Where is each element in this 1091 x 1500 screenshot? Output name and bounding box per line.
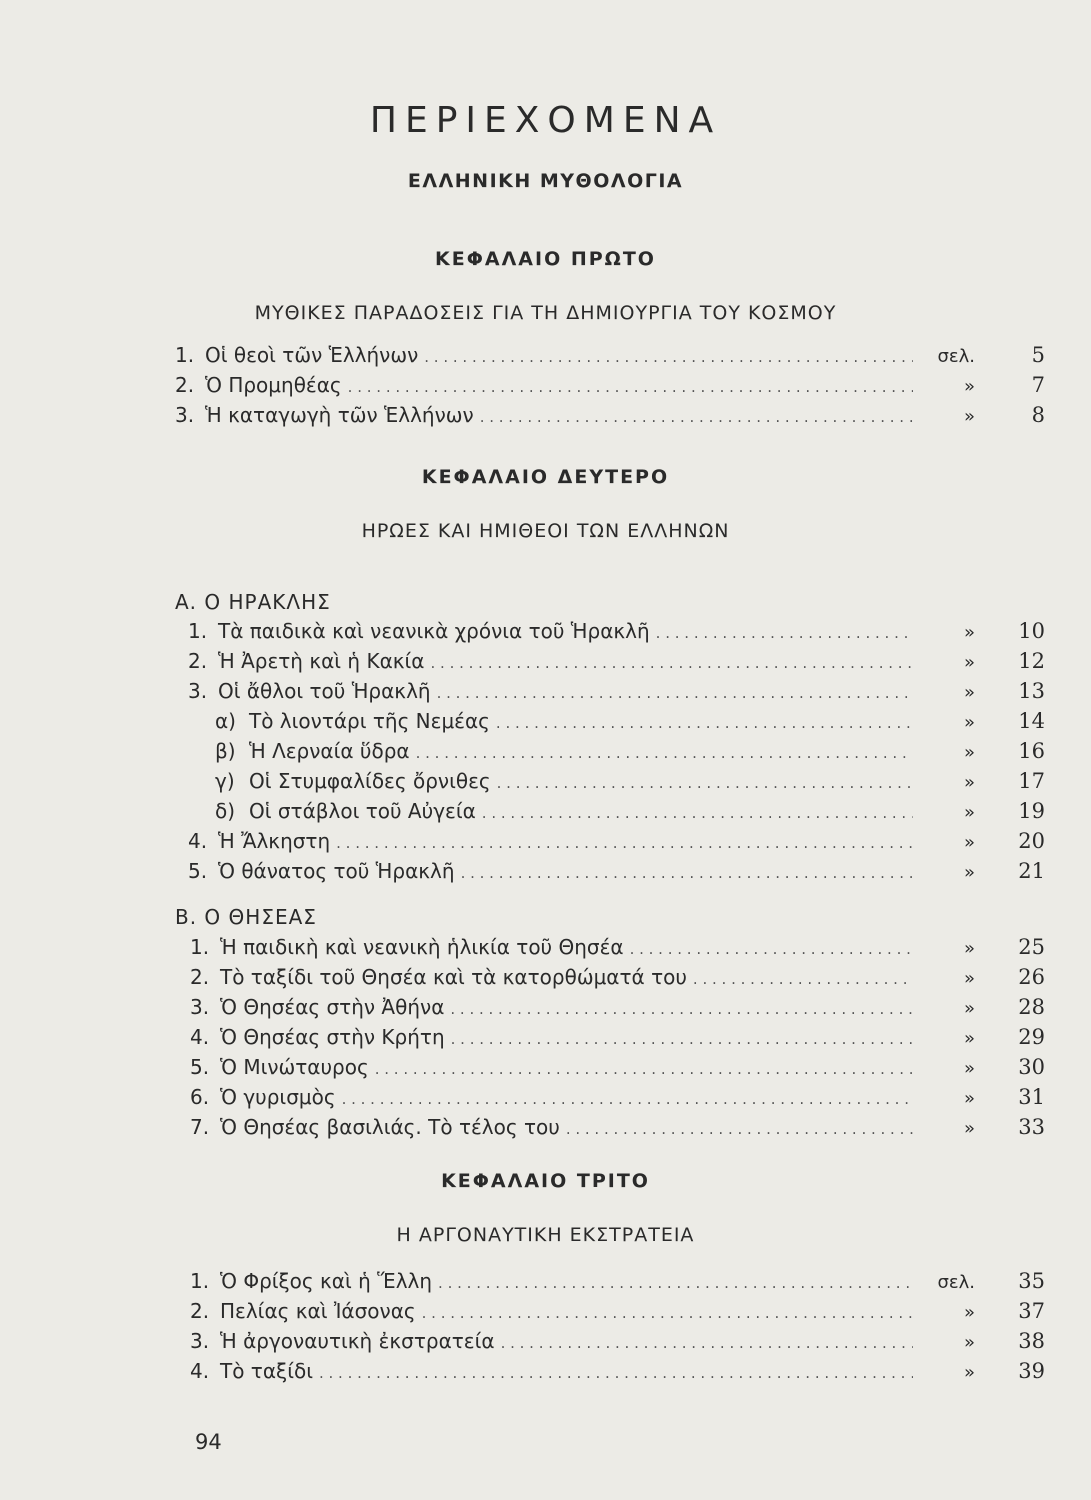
- toc-entry: [188, 828, 1045, 854]
- book-subtitle: ΕΛΛΗΝΙΚΗ ΜΥΘΟΛΟΓΙΑ: [407, 170, 684, 192]
- group-heading-theseus: Β. Ο ΘΗΣΕΑΣ: [175, 905, 317, 929]
- entry-page-marker: »: [963, 802, 975, 823]
- dot-leader: [480, 404, 913, 430]
- toc-entry: [188, 618, 1045, 644]
- entry-number: 2.: [190, 1299, 210, 1323]
- entry-page-marker: »: [963, 622, 975, 643]
- dot-leader: [693, 966, 913, 992]
- dot-leader: [482, 800, 913, 826]
- dot-leader: [630, 936, 913, 962]
- group-heading-herakles: Α. Ο ΗΡΑΚΛΗΣ: [175, 590, 331, 614]
- entry-title: Οἱ θεοὶ τῶν Ἑλλήνων: [205, 343, 419, 367]
- entry-page-marker: »: [963, 1058, 975, 1079]
- entry-page-number: 7: [1031, 373, 1045, 397]
- chapter-1-heading: ΚΕΦΑΛΑΙΟ ΠΡΩΤΟ: [435, 248, 656, 270]
- dot-leader: [497, 770, 913, 796]
- entry-title: Ὁ Προμηθέας: [205, 373, 342, 397]
- dot-leader: [438, 1270, 913, 1296]
- entry-title: Ἡ καταγωγὴ τῶν Ἑλλήνων: [205, 403, 474, 427]
- entry-number: 1.: [190, 1269, 210, 1293]
- entry-page-marker: »: [963, 862, 975, 883]
- dot-leader: [501, 1330, 913, 1356]
- entry-page-number: 19: [1018, 799, 1045, 823]
- entry-number: 1.: [190, 935, 210, 959]
- entry-page-marker: »: [963, 1302, 975, 1323]
- entry-page-marker: »: [963, 1118, 975, 1139]
- toc-entry: [190, 1268, 1045, 1294]
- entry-title: Ὁ γυρισμὸς: [220, 1085, 336, 1109]
- entry-title: Πελίας καὶ Ἰάσονας: [220, 1299, 416, 1323]
- entry-page-number: 14: [1018, 709, 1045, 733]
- dot-leader: [451, 1026, 913, 1052]
- entry-page-number: 20: [1018, 829, 1045, 853]
- entry-page-number: 29: [1018, 1025, 1045, 1049]
- dot-leader: [422, 1300, 913, 1326]
- entry-number: 1.: [188, 619, 208, 643]
- toc-entry: [190, 994, 1045, 1020]
- toc-entry: [175, 342, 1045, 368]
- toc-subentry: [215, 768, 1045, 794]
- dot-leader: [496, 710, 913, 736]
- toc-entry: [190, 964, 1045, 990]
- entry-page-marker: »: [963, 1332, 975, 1353]
- entry-page-marker: »: [963, 406, 975, 427]
- toc-entry: [175, 372, 1045, 398]
- dot-leader: [566, 1116, 913, 1142]
- entry-page-number: 30: [1018, 1055, 1045, 1079]
- entry-number: 3.: [188, 679, 208, 703]
- entry-title: Ἡ Ἀρετὴ καὶ ἡ Κακία: [218, 649, 425, 673]
- entry-page-marker: »: [963, 968, 975, 989]
- dot-leader: [342, 1086, 913, 1112]
- entry-title: Τὰ παιδικὰ καὶ νεανικὰ χρόνια τοῦ Ἡρακλῆ: [218, 619, 650, 643]
- entry-title: Ἡ παιδικὴ καὶ νεανικὴ ἡλικία τοῦ Θησέα: [220, 935, 624, 959]
- entry-page-number: 28: [1018, 995, 1045, 1019]
- chapter-3-section: Η ΑΡΓΟΝΑΥΤΙΚΗ ΕΚΣΤΡΑΤΕΙΑ: [396, 1224, 695, 1246]
- entry-title: Οἱ στάβλοι τοῦ Αὐγεία: [249, 799, 476, 823]
- chapter-1-section: ΜΥΘΙΚΕΣ ΠΑΡΑΔΟΣΕΙΣ ΓΙΑ ΤΗ ΔΗΜΙΟΥΡΓΙΑ ΤΟΥ ΚΟΣΜΟΥ: [254, 302, 837, 324]
- entry-title: Ἡ Ἄλκηστη: [218, 829, 331, 853]
- toc-entry: [190, 1328, 1045, 1354]
- entry-number: 4.: [190, 1359, 210, 1383]
- entry-title: Τὸ ταξίδι τοῦ Θησέα καὶ τὰ κατορθώματά του: [220, 965, 687, 989]
- entry-number: γ): [215, 769, 235, 793]
- page-title: ΠΕΡΙΕΧΟΜΕΝΑ: [369, 100, 722, 141]
- entry-number: 5.: [188, 859, 208, 883]
- entry-title: Οἱ ἄθλοι τοῦ Ἡρακλῆ: [218, 679, 431, 703]
- toc-entry: [190, 1024, 1045, 1050]
- entry-number: 3.: [175, 403, 195, 427]
- dot-leader: [375, 1056, 913, 1082]
- entry-number: α): [215, 709, 236, 733]
- dot-leader: [437, 680, 913, 706]
- entry-title: Τὸ ταξίδι: [220, 1359, 313, 1383]
- entry-title: Ὁ Μινώταυρος: [220, 1055, 369, 1079]
- entry-page-number: 17: [1018, 769, 1045, 793]
- chapter-2-section: ΗΡΩΕΣ ΚΑΙ ΗΜΙΘΕΟΙ ΤΩΝ ΕΛΛΗΝΩΝ: [361, 520, 730, 542]
- toc-entry: [190, 1298, 1045, 1324]
- entry-page-number: 10: [1018, 619, 1045, 643]
- entry-number: 7.: [190, 1115, 210, 1139]
- entry-number: 5.: [190, 1055, 210, 1079]
- entry-page-marker: »: [963, 1088, 975, 1109]
- entry-number: 1.: [175, 343, 195, 367]
- entry-page-marker: σελ.: [937, 1272, 975, 1293]
- footer-page-number: 94: [195, 1430, 222, 1454]
- entry-page-marker: »: [963, 832, 975, 853]
- entry-number: 2.: [188, 649, 208, 673]
- dot-leader: [450, 996, 913, 1022]
- entry-number: 2.: [175, 373, 195, 397]
- toc-entry: [190, 1084, 1045, 1110]
- entry-page-number: 8: [1031, 403, 1045, 427]
- toc-entry: [188, 678, 1045, 704]
- entry-number: 3.: [190, 1329, 210, 1353]
- entry-number: δ): [215, 799, 236, 823]
- entry-page-marker: »: [963, 712, 975, 733]
- toc-entry: [190, 1114, 1045, 1140]
- entry-number: 3.: [190, 995, 210, 1019]
- entry-page-marker: »: [963, 652, 975, 673]
- entry-page-number: 21: [1018, 859, 1045, 883]
- entry-title: Ὁ Φρίξος καὶ ἡ Ἕλλη: [220, 1269, 433, 1293]
- entry-page-marker: »: [963, 998, 975, 1019]
- chapter-2-heading: ΚΕΦΑΛΑΙΟ ΔΕΥΤΕΡΟ: [421, 466, 670, 488]
- entry-page-number: 39: [1018, 1359, 1045, 1383]
- entry-title: Ἡ ἀργοναυτικὴ ἐκστρατεία: [220, 1329, 495, 1353]
- entry-number: 4.: [190, 1025, 210, 1049]
- entry-page-number: 25: [1018, 935, 1045, 959]
- entry-page-number: 38: [1018, 1329, 1045, 1353]
- entry-page-number: 16: [1018, 739, 1045, 763]
- chapter-3-heading: ΚΕΦΑΛΑΙΟ ΤΡΙΤΟ: [441, 1170, 650, 1192]
- entry-page-marker: »: [963, 938, 975, 959]
- entry-page-marker: »: [963, 772, 975, 793]
- entry-title: Ὁ Θησέας στὴν Ἀθήνα: [220, 995, 445, 1019]
- entry-page-number: 31: [1018, 1085, 1045, 1109]
- entry-number: 2.: [190, 965, 210, 989]
- toc-subentry: [215, 798, 1045, 824]
- entry-page-number: 5: [1031, 343, 1045, 367]
- dot-leader: [431, 650, 914, 676]
- entry-title: Ὁ Θησέας στὴν Κρήτη: [220, 1025, 445, 1049]
- entry-title: Οἱ Στυμφαλίδες ὄρνιθες: [249, 769, 491, 793]
- entry-page-marker: »: [963, 682, 975, 703]
- entry-page-number: 37: [1018, 1299, 1045, 1323]
- entry-title: Ὁ θάνατος τοῦ Ἡρακλῆ: [218, 859, 455, 883]
- entry-title: Ὁ Θησέας βασιλιάς. Τὸ τέλος του: [220, 1115, 560, 1139]
- dot-leader: [348, 374, 913, 400]
- entry-number: 4.: [188, 829, 208, 853]
- entry-title: Ἡ Λερναία ὕδρα: [249, 739, 410, 763]
- toc-entry: [190, 934, 1045, 960]
- toc-entry: [190, 1054, 1045, 1080]
- toc-subentry: [215, 738, 1045, 764]
- dot-leader: [424, 344, 913, 370]
- entry-page-number: 26: [1018, 965, 1045, 989]
- entry-page-number: 33: [1018, 1115, 1045, 1139]
- dot-leader: [336, 830, 913, 856]
- entry-page-number: 35: [1018, 1269, 1045, 1293]
- entry-page-number: 13: [1018, 679, 1045, 703]
- dot-leader: [461, 860, 913, 886]
- entry-page-marker: »: [963, 376, 975, 397]
- toc-entry: [175, 402, 1045, 428]
- dot-leader: [656, 620, 913, 646]
- dot-leader: [319, 1360, 913, 1386]
- entry-page-marker: »: [963, 742, 975, 763]
- entry-page-marker: σελ.: [937, 346, 975, 367]
- entry-number: 6.: [190, 1085, 210, 1109]
- dot-leader: [416, 740, 913, 766]
- entry-page-number: 12: [1018, 649, 1045, 673]
- entry-number: β): [215, 739, 236, 763]
- toc-entry: [188, 858, 1045, 884]
- entry-page-marker: »: [963, 1362, 975, 1383]
- entry-title: Τὸ λιοντάρι τῆς Νεμέας: [249, 709, 490, 733]
- toc-entry: [188, 648, 1045, 674]
- entry-page-marker: »: [963, 1028, 975, 1049]
- toc-subentry: [215, 708, 1045, 734]
- toc-entry: [190, 1358, 1045, 1384]
